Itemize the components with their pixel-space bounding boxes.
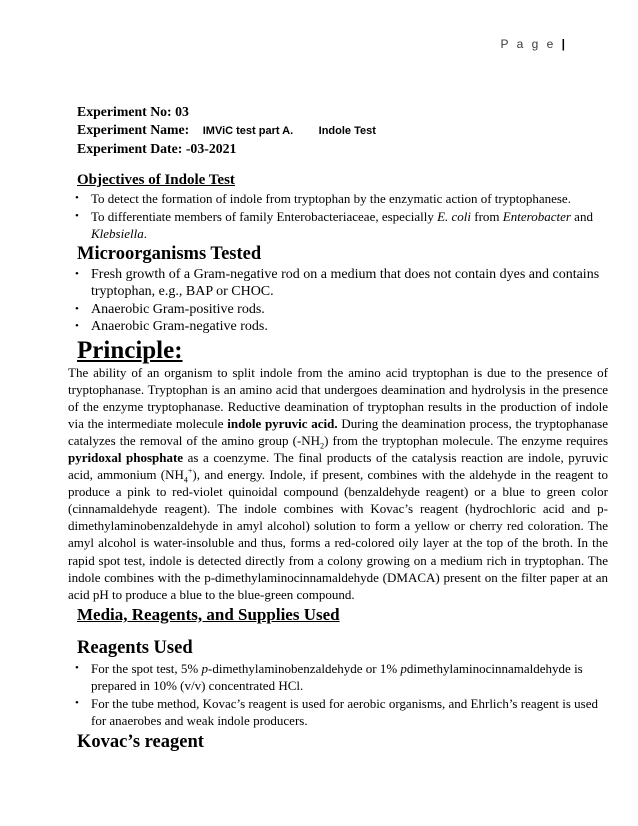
document-body: [0, 170, 638, 754]
reagent-item-1: [0, 660, 638, 695]
objective-2-enterobacter: Enterobacter: [502, 208, 571, 224]
page-header: [500, 37, 565, 51]
principle-bold-indole-pyruvic-acid: indole pyruvic acid.: [227, 415, 338, 431]
principle-sup-plus: +: [187, 466, 193, 476]
objective-2-text-c: from: [471, 208, 503, 224]
experiment-name-label: Experiment Name:: [77, 122, 190, 137]
microorganism-item-3: • Anaerobic Gram-negative rods.: [0, 318, 638, 336]
objective-2-ecoli: E. coli: [437, 208, 472, 224]
experiment-name-value-1: IMViC test part A.: [202, 125, 294, 137]
objective-item-2: [0, 208, 638, 243]
reagent-1-italic-p2: p: [400, 660, 407, 676]
experiment-no-value: 03: [175, 104, 189, 119]
reagent-1-italic-p: p: [201, 660, 208, 676]
experiment-no-label: Experiment No:: [77, 104, 172, 119]
objective-item-1: • To detect the formation of indole from tryptophan by the enzymatic action of tryptophanese.: [0, 190, 638, 208]
kovac-heading: Kovac’s reagent: [77, 731, 204, 752]
principle-paragraph: [68, 364, 608, 603]
experiment-name-row: [77, 121, 376, 140]
principle-text-5: ), and energy. Indole, if present, combines with the aldehyde in the reagent to produce a pink to red-violet quinoidal compound (benzaldehyde reagent) or a blue to green color (cinnamaldehyde reagent). The indole combines with Kovac’s reagent (hydrochloric acid and p-dimethylaminobenzaldehyde in amyl alcohol) solution to form a yellow or cherry red coloration. The amyl alcohol is water-insoluble and thus, forms a red-colored oily layer at the top of the broth. In the rapid spot test, indole is detected directly from a colony growing on a medium rich in tryptophan. The indole combines with the p-dimethylaminocinnamaldehyde (DMACA) present on the filter paper at an acid pH to produce a blue to the blue-green compound.: [68, 467, 608, 602]
principle-heading: Principle:: [77, 336, 183, 364]
experiment-name-value-2: Indole Test: [318, 125, 376, 137]
experiment-info: [77, 103, 376, 158]
experiment-date-row: [77, 140, 376, 158]
microorganism-item-1: • Fresh growth of a Gram-negative rod on a medium that does not contain dyes and contains tryptophan, e.g., BAP or CHOC.: [0, 266, 638, 301]
principle-text-2: During the deamination process, the tryptophanase catalyzes the removal of the amino group (-NH: [68, 415, 608, 448]
principle-bold-pyridoxal-phosphate: pyridoxal phosphate: [68, 449, 184, 465]
microorganisms-list: [0, 266, 638, 336]
page-label: P a g e: [500, 37, 556, 51]
experiment-date-value: -03-2021: [185, 141, 237, 156]
principle-sub-4: 4: [183, 475, 188, 485]
principle-text-4: as a coenzyme. The final products of the catalysis reaction are indole, pyruvic acid, ammonium (NH: [68, 449, 608, 483]
microorganism-item-2: • Anaerobic Gram-positive rods.: [0, 301, 638, 319]
principle-text-3: ) from the tryptophan molecule. The enzyme requires: [324, 432, 609, 448]
objective-2-text-e: and: [570, 208, 593, 224]
objective-2-klebsiella: Klebsiella: [91, 226, 144, 241]
principle-sub-2: 2: [320, 441, 325, 451]
reagent-item-2: • For the tube method, Kovac’s reagent is used for aerobic organisms, and Ehrlich’s reagent is used for anaerobes and weak indole producers.: [0, 695, 638, 730]
objective-2-text-a: To differentiate members of family Enterobacteriaceae, especially: [91, 208, 438, 224]
microorganisms-heading: Microorganisms Tested: [77, 243, 262, 264]
media-heading: Media, Reagents, and Supplies Used: [77, 604, 340, 624]
objectives-heading: Objectives of Indole Test: [77, 172, 235, 188]
objectives-list: [0, 190, 638, 243]
experiment-no-row: [77, 103, 376, 121]
reagent-1-text-a: For the spot test, 5%: [91, 660, 202, 676]
reagents-heading: Reagents Used: [77, 637, 193, 658]
page-bar: |: [561, 37, 565, 51]
experiment-date-label: Experiment Date:: [77, 141, 183, 156]
reagents-list: [0, 660, 638, 730]
reagent-1-text-e: dimethylaminocinnamaldehyde is prepared in 10% (v/v) concentrated HCl.: [91, 660, 583, 694]
reagent-1-text-c: -dimethylaminobenzaldehyde or 1%: [208, 660, 401, 676]
principle-text-1: The ability of an organism to split indole from the amino acid tryptophan is due to the presence of tryptophanase. Tryptophan is an amino acid that undergoes deamination and hydrolysis in the presence of the enzyme tryptophanase. Reductive deamination of tryptophan results in the production of indole via the intermediate molecule: [68, 364, 608, 431]
objective-2-text-g: .: [143, 226, 147, 241]
